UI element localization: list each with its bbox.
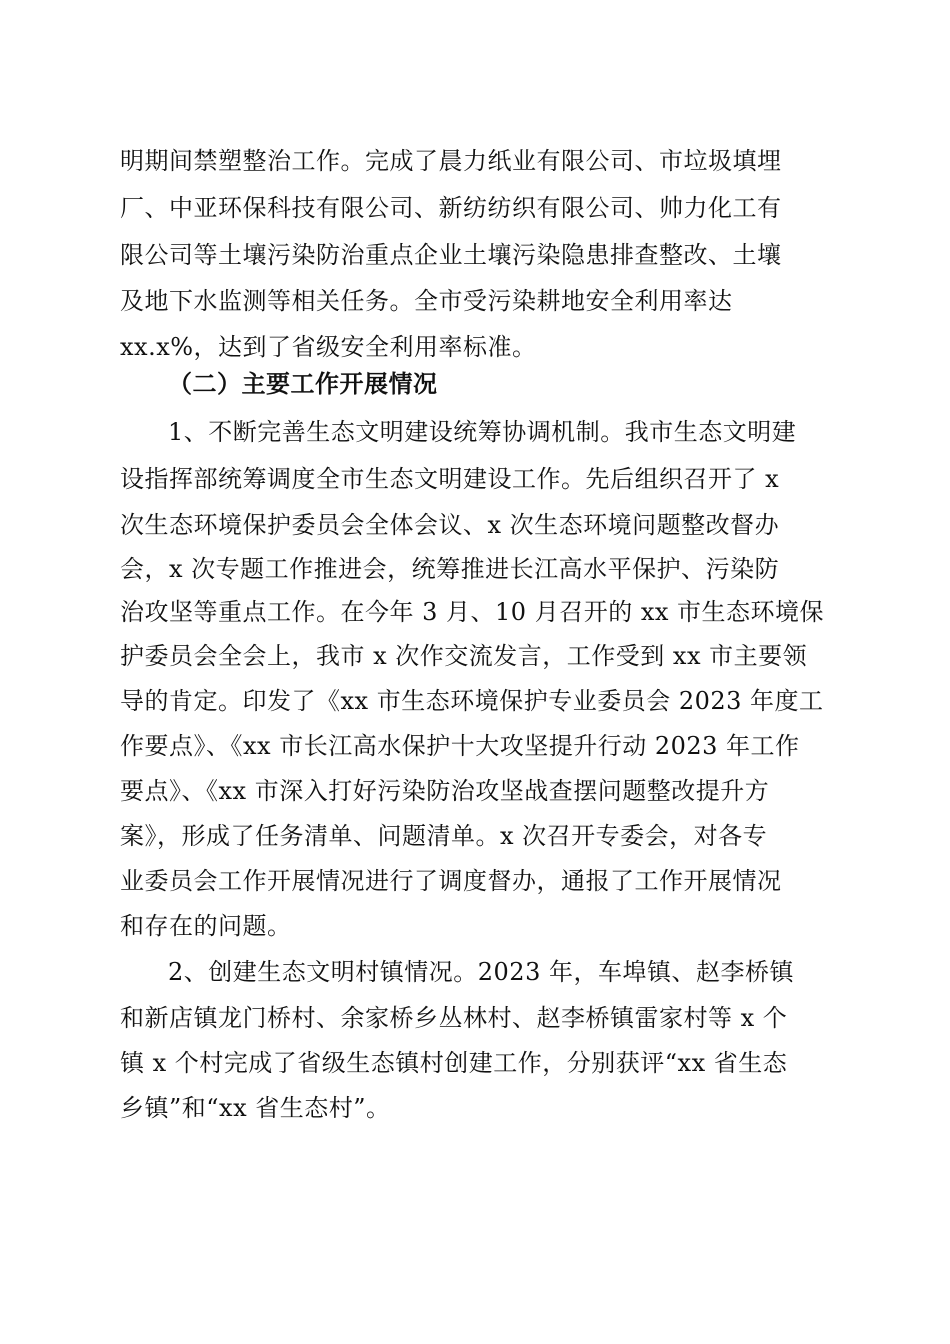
body-text-line: 和新店镇龙门桥村、余家桥乡丛林村、赵李桥镇雷家村等 x 个 [120,1004,788,1032]
body-text-line: 案》，形成了任务清单、问题清单。x 次召开专委会，对各专 [120,822,768,850]
body-text-line: 2、创建生态文明村镇情况。2023 年，车埠镇、赵李桥镇 [168,958,794,986]
body-text-line: 1、不断完善生态文明建设统筹协调机制。我市生态文明建 [168,418,797,446]
body-text-line: 厂、中亚环保科技有限公司、新纺纺织有限公司、帅力化工有 [120,194,782,222]
body-text-line: 会，x 次专题工作推进会，统筹推进长江高水平保护、污染防 [120,555,780,583]
body-text-line: 限公司等土壤污染防治重点企业土壤污染隐患排查整改、土壤 [120,241,782,269]
body-text-line: 护委员会全会上，我市 x 次作交流发言，工作受到 xx 市主要领 [120,642,808,670]
body-text-line: 及地下水监测等相关任务。全市受污染耕地安全利用率达 [120,287,733,315]
body-text-line: 导的肯定。印发了《xx 市生态环境保护专业委员会 2023 年度工 [120,687,824,715]
body-text-line: 作要点》、《xx 市长江高水保护十大攻坚提升行动 2023 年工作 [120,732,800,760]
body-text-line: xx.x%，达到了省级安全利用率标准。 [120,333,537,361]
body-text-line: 明期间禁塑整治工作。完成了晨力纸业有限公司、市垃圾填埋 [120,147,782,175]
body-text-line: 治攻坚等重点工作。在今年 3 月、10 月召开的 xx 市生态环境保 [120,598,825,626]
section-heading: （二）主要工作开展情况 [168,369,438,398]
body-text-line: 业委员会工作开展情况进行了调度督办，通报了工作开展情况 [120,867,782,895]
body-text-line: 要点》、《xx 市深入打好污染防治攻坚战查摆问题整改提升方 [120,777,770,805]
body-text-line: 镇 x 个村完成了省级生态镇村创建工作，分别获评“xx 省生态 [120,1049,788,1077]
body-text-line: 次生态环境保护委员会全体会议、x 次生态环境问题整改督办 [120,511,780,539]
body-text-line: 乡镇”和“xx 省生态村”。 [120,1094,391,1122]
body-text-line: 和存在的问题。 [120,912,292,940]
body-text-line: 设指挥部统筹调度全市生态文明建设工作。先后组织召开了 x [120,465,780,493]
